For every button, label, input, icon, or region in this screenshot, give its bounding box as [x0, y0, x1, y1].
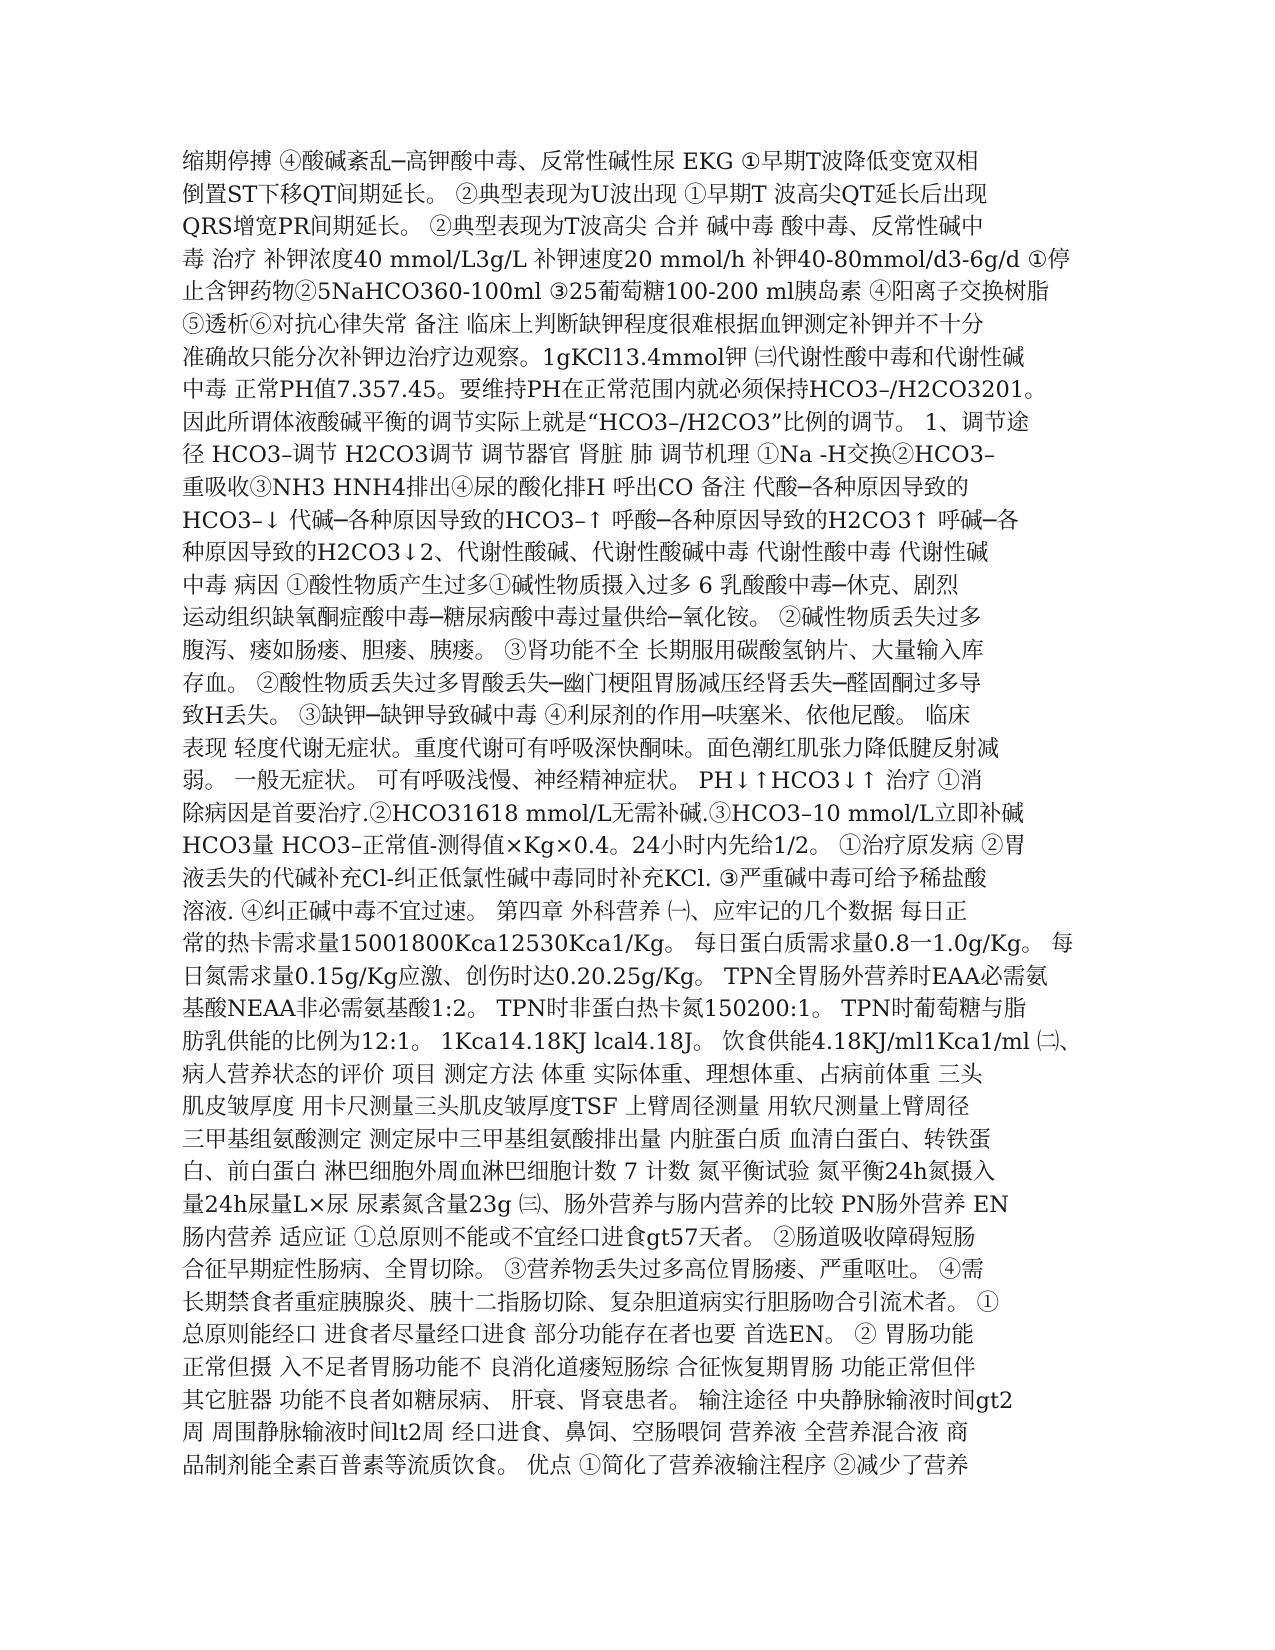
text-line: 腹泻、瘘如肠瘘、胆瘘、胰瘘。 ③肾功能不全 长期服用碳酸氢钠片、大量输入库 — [182, 637, 984, 664]
text-line: 准确故只能分次补钾边治疗边观察。1gKCl13.4mmol钾 ㈢代谢性酸中毒和代谢性碱 — [182, 344, 1025, 371]
text-line: 种原因导致的H2CO3↓2、代谢性酸碱、代谢性酸碱中毒 代谢性酸中毒 代谢性碱 — [182, 540, 989, 567]
text-line: 总原则能经口 进食者尽量经口进食 部分功能存在者也要 首选EN。 ② 胃肠功能 — [182, 1322, 974, 1349]
text-line: 运动组织缺氧酮症酸中毒─糖尿病酸中毒过量供给─氧化铵。 ②碱性物质丢失过多 — [182, 605, 982, 632]
text-line: 毒 治疗 补钾浓度40 mmol/L3g/L 补钾速度20 mmol/h 补钾40-80mmol/d3-6g/d ①停 — [182, 246, 1071, 273]
text-line: 其它脏器 功能不良者如糖尿病、 肝衰、肾衰患者。 输注途径 中央静脉输液时间gt2 — [182, 1387, 1014, 1414]
text-line: 倒置ST下移QT间期延长。 ②典型表现为U波出现 ①早期T 波高尖QT延长后出现 — [182, 181, 988, 208]
text-line: 表现 轻度代谢无症状。重度代谢可有呼吸深快酮味。面色潮红肌张力降低腱反射减 — [182, 735, 1000, 762]
text-line: 因此所谓体液酸碱平衡的调节实际上就是“HCO3–/H2CO3”比例的调节。 1、调节途 — [182, 409, 1029, 436]
text-line: 品制剂能全素百普素等流质饮食。 优点 ①简化了营养液输注程序 ②减少了营养 — [182, 1452, 969, 1479]
text-line: 中毒 正常PH值7.357.45。要维持PH在正常范围内就必须保持HCO3–/H2CO3201。 — [182, 377, 1047, 404]
text-line: 三甲基组氨酸测定 测定尿中三甲基组氨酸排出量 内脏蛋白质 血清白蛋白、转铁蛋 — [182, 1126, 991, 1153]
text-line: 白、前白蛋白 淋巴细胞外周血淋巴细胞计数 7 计数 氮平衡试验 氮平衡24h氮摄入 — [182, 1159, 996, 1186]
text-line: 缩期停搏 ④酸碱紊乱─高钾酸中毒、反常性碱性尿 EKG ①早期T波降低变宽双相 — [182, 149, 979, 175]
text-line: 肪乳供能的比例为12:1。 1Kca14.18KJ lcal4.18J。 饮食供能4.18KJ/ml1Kca1/ml ㈡、 — [182, 1029, 1082, 1056]
body-text — [182, 146, 1082, 1482]
text-line: 常的热卡需求量15001800Kca12530Kca1/Kg。 每日蛋白质需求量0.8一1.0g/Kg。 每 — [182, 931, 1074, 958]
text-line: ⑤透析⑥对抗心律失常 备注 临床上判断缺钾程度很难根据血钾测定补钾并不十分 — [182, 311, 984, 338]
text-line: HCO3量 HCO3–正常值-测得值×Kg×0.4。24小时内先给1/2。 ①治疗原发病 ②胃 — [182, 833, 1027, 860]
text-line: 除病因是首要治疗.②HCO31618 mmol/L无需补碱.③HCO3–10 mmol/L立即补碱 — [182, 800, 1024, 827]
text-line: 日氮需求量0.15g/Kg应激、创伤时达0.20.25g/Kg。 TPN全胃肠外营养时EAA必需氨 — [182, 963, 1048, 990]
text-line: 量24h尿量L×尿 尿素氮含量23g ㈢、肠外营养与肠内营养的比较 PN肠外营养 EN — [182, 1192, 1009, 1218]
text-line: 肌皮皱厚度 用卡尺测量三头肌皮皱厚度TSF 上臂周径测量 用软尺测量上臂周径 — [182, 1094, 970, 1121]
text-line: 致H丢失。 ③缺钾─缺钾导致碱中毒 ④利尿剂的作用─呋塞米、依他尼酸。 临床 — [182, 703, 971, 730]
text-line: 液丢失的代碱补充Cl-纠正低氯性碱中毒同时补充KCl. ③严重碱中毒可给予稀盐酸 — [182, 866, 987, 893]
text-line: 病人营养状态的评价 项目 测定方法 体重 实际体重、理想体重、占病前体重 三头 — [182, 1061, 983, 1088]
text-line: 正常但摄 入不足者胃肠功能不 良消化道瘘短肠综 合征恢复期胃肠 功能正常但伴 — [182, 1354, 976, 1381]
text-line: 中毒 病因 ①酸性物质产生过多①碱性物质摄入过多 6 乳酸酸中毒─休克、剧烈 — [182, 572, 959, 599]
text-line: 基酸NEAA非必需氨基酸1:2。 TPN时非蛋白热卡氮150200:1。 TPN时葡萄糖与脂 — [182, 996, 1027, 1023]
text-line: 溶液. ④纠正碱中毒不宜过速。 第四章 外科营养 ㈠、应牢记的几个数据 每日正 — [182, 898, 968, 925]
text-line: 长期禁食者重症胰腺炎、胰十二指肠切除、复杂胆道病实行胆肠吻合引流术者。 ① — [182, 1289, 1000, 1316]
text-line: 合征早期症性肠病、全胃切除。 ③营养物丢失过多高位胃肠瘘、严重呕吐。 ④需 — [182, 1257, 984, 1284]
text-line: 重吸收③NH3 HNH4排出④尿的酸化排H 呼出CO 备注 代酸─各种原因导致的 — [182, 474, 969, 501]
text-line: HCO3–↓ 代碱─各种原因导致的HCO3–↑ 呼酸─各种原因导致的H2CO3↑ 呼碱─各 — [182, 507, 1019, 534]
text-line: 存血。 ②酸性物质丢失过多胃酸丢失─幽门梗阻胃肠减压经肾丢失─醛固酮过多导 — [182, 670, 982, 697]
text-line: 弱。 一般无症状。 可有呼吸浅慢、神经精神症状。 PH↓↑HCO3↓↑ 治疗 ①消 — [182, 768, 983, 795]
text-line: 止含钾药物②5NaHCO360-100ml ③25葡萄糖100-200 ml胰岛素 ④阳离子交换树脂 — [182, 279, 1050, 306]
text-line: 径 HCO3–调节 H2CO3调节 调节器官 肾脏 肺 调节机理 ①Na -H交换②HCO3– — [182, 442, 996, 469]
text-line: 周 周围静脉输液时间lt2周 经口进食、鼻饲、空肠喂饲 营养液 全营养混合液 商 — [182, 1420, 969, 1447]
text-line: QRS增宽PR间期延长。 ②典型表现为T波高尖 合并 碱中毒 酸中毒、反常性碱中 — [182, 214, 984, 241]
text-line: 肠内营养 适应证 ①总原则不能或不宜经口进食gt57天者。 ②肠道吸收障碍短肠 — [182, 1224, 976, 1251]
